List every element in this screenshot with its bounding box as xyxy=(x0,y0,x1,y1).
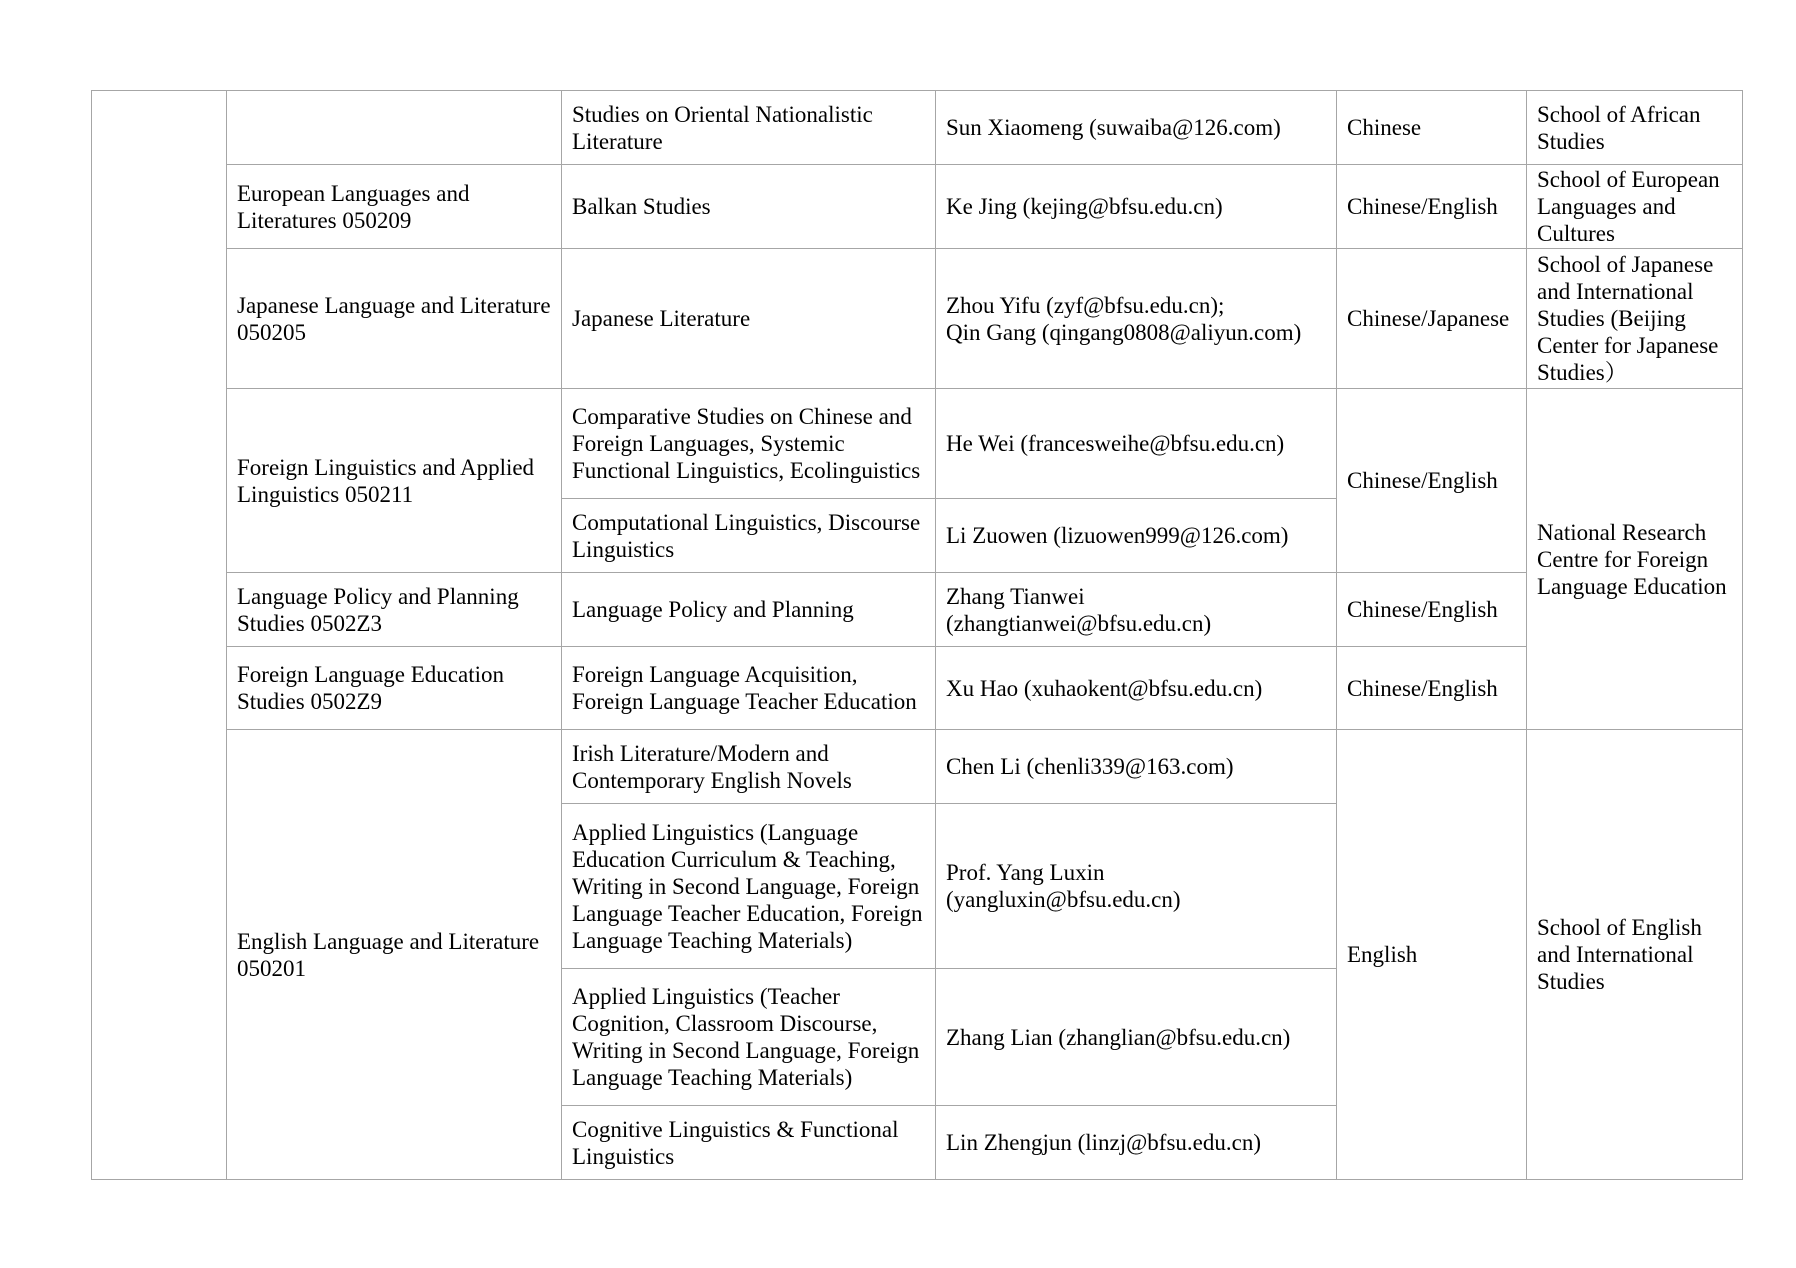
supervisor-cell: Zhang Tianwei (zhangtianwei@bfsu.edu.cn) xyxy=(936,573,1337,647)
language-cell: Chinese/Japanese xyxy=(1337,249,1527,389)
supervisor-cell: Zhou Yifu (zyf@bfsu.edu.cn); Qin Gang (qingang0808@aliyun.com) xyxy=(936,249,1337,389)
supervisor-cell: He Wei (francesweihe@bfsu.edu.cn) xyxy=(936,389,1337,499)
supervisor-cell: Xu Hao (xuhaokent@bfsu.edu.cn) xyxy=(936,647,1337,730)
school-cell: School of English and International Studies xyxy=(1527,730,1743,1180)
school-cell: National Research Centre for Foreign Language Education xyxy=(1527,389,1743,730)
table-row xyxy=(92,389,1743,499)
supervisor-cell: Lin Zhengjun (linzj@bfsu.edu.cn) xyxy=(936,1106,1337,1180)
research-area-cell: Foreign Language Acquisition, Foreign Language Teacher Education xyxy=(562,647,936,730)
table-row xyxy=(92,730,1743,804)
language-cell: English xyxy=(1337,730,1527,1180)
table-row xyxy=(92,91,1743,165)
language-cell: Chinese xyxy=(1337,91,1527,165)
language-cell: Chinese/English xyxy=(1337,647,1527,730)
discipline-cell: Language Policy and Planning Studies 0502Z3 xyxy=(227,573,562,647)
school-cell: School of African Studies xyxy=(1527,91,1743,165)
supervisor-cell: Zhang Lian (zhanglian@bfsu.edu.cn) xyxy=(936,969,1337,1106)
research-area-cell: Studies on Oriental Nationalistic Literature xyxy=(562,91,936,165)
research-area-cell: Irish Literature/Modern and Contemporary English Novels xyxy=(562,730,936,804)
discipline-cell: Foreign Linguistics and Applied Linguistics 050211 xyxy=(227,389,562,573)
supervisor-cell: Chen Li (chenli339@163.com) xyxy=(936,730,1337,804)
table-row xyxy=(92,249,1743,389)
discipline-cell: European Languages and Literatures 050209 xyxy=(227,165,562,249)
table-row xyxy=(92,165,1743,249)
table-row xyxy=(92,573,1743,647)
research-area-cell: Cognitive Linguistics & Functional Linguistics xyxy=(562,1106,936,1180)
discipline-cell: Japanese Language and Literature 050205 xyxy=(227,249,562,389)
supervisor-cell: Sun Xiaomeng (suwaiba@126.com) xyxy=(936,91,1337,165)
research-area-cell: Language Policy and Planning xyxy=(562,573,936,647)
program-table xyxy=(91,90,1743,1180)
research-area-cell: Computational Linguistics, Discourse Linguistics xyxy=(562,499,936,573)
discipline-cell: Foreign Language Education Studies 0502Z9 xyxy=(227,647,562,730)
research-area-cell: Balkan Studies xyxy=(562,165,936,249)
research-area-cell: Japanese Literature xyxy=(562,249,936,389)
language-cell: Chinese/English xyxy=(1337,389,1527,573)
research-area-cell: Applied Linguistics (Teacher Cognition, Classroom Discourse, Writing in Second Language, Foreign Language Teaching Materials) xyxy=(562,969,936,1106)
supervisor-cell: Prof. Yang Luxin (yangluxin@bfsu.edu.cn) xyxy=(936,804,1337,969)
school-cell: School of European Languages and Cultures xyxy=(1527,165,1743,249)
research-area-cell: Applied Linguistics (Language Education Curriculum & Teaching, Writing in Second Language, Foreign Language Teacher Education, Foreign Language Teaching Materials) xyxy=(562,804,936,969)
supervisor-cell: Ke Jing (kejing@bfsu.edu.cn) xyxy=(936,165,1337,249)
language-cell: Chinese/English xyxy=(1337,165,1527,249)
category-cell xyxy=(92,91,227,1180)
discipline-cell xyxy=(227,91,562,165)
language-cell: Chinese/English xyxy=(1337,573,1527,647)
table-row xyxy=(92,647,1743,730)
supervisor-cell: Li Zuowen (lizuowen999@126.com) xyxy=(936,499,1337,573)
discipline-cell: English Language and Literature 050201 xyxy=(227,730,562,1180)
school-cell: School of Japanese and International Studies (Beijing Center for Japanese Studies） xyxy=(1527,249,1743,389)
research-area-cell: Comparative Studies on Chinese and Foreign Languages, Systemic Functional Linguistics, Ecolinguistics xyxy=(562,389,936,499)
